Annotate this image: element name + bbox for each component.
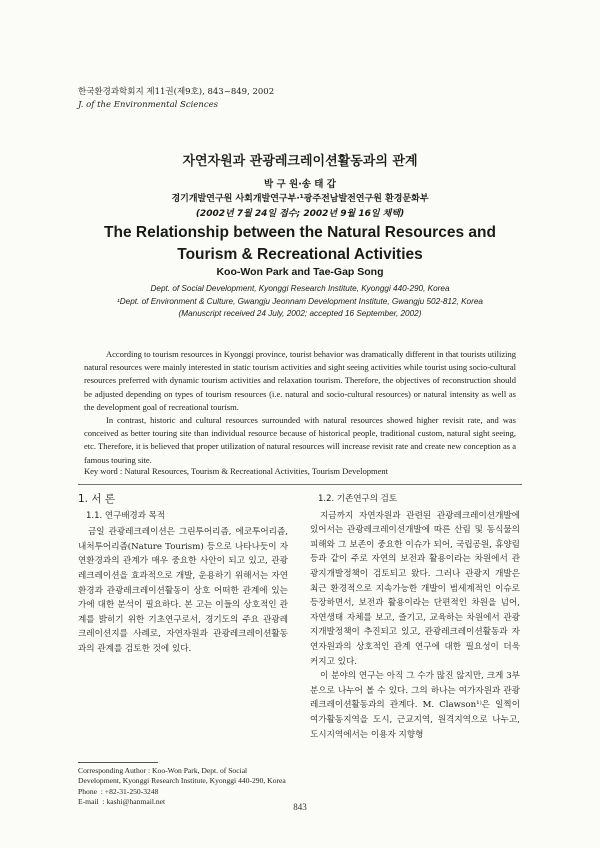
title-english <box>0 222 600 266</box>
affiliation-korean: 경기개발연구원 사회개발연구부·¹광주전남발전연구원 환경문화부 <box>171 194 429 204</box>
title-korean: 자연자원과 관광레크레이션활동과의 관계 <box>182 154 418 169</box>
authors-english: Koo-Won Park and Tae-Gap Song <box>216 266 384 278</box>
body-paragraph: 이 분야의 연구는 아직 그 수가 많진 않지만, 크게 3부분으로 나누어 볼 수 있다. 그의 하나는 여가자원과 관광레크레이션활동과의 관계다. M. Clawson¹⁾은 일찍이 여가활동지역을 도시, 근교지역, 원격지역으로 나누고, 도시지역에서는 이용자 지향형 <box>310 671 520 740</box>
section-divider <box>78 484 522 485</box>
abstract-paragraph-1: According to tourism resources in Kyonggi province, tourist behavior was dramatically different in that tourists utilizing natural resources were mainly interested in static tourism activities and sight seeing activities while tourist using socio-cultural resources preferred with dynamic tourism activities and relaxation tourism. Therefore, the objectives of reconstruction should be adjusted depending on types of tourism resources (i.e. natural and socio-cultural resources) or natural intensity as well as the development goal of recreational tourism. <box>84 349 516 412</box>
column-left <box>78 492 288 657</box>
title-english-line1: The Relationship between the Natural Resources and <box>104 224 496 241</box>
received-korean: (2002년 7월 24일 접수; 2002년 9월 16일 채택) <box>195 209 405 219</box>
body-paragraph: 금일 관광레크레이션은 그린투어리즘, 에코투어리즘, 내처투어리즘(Nature Tourism) 등으로 나타나듯이 자연환경과의 관계가 매우 중요한 사안이 되고 있고, 관광레크레이션을 효과적으로 개발, 운용하기 위해서는 자연환경과 관광레크레이션활동이 상호 어떠한 관계에 있는가에 대한 분석이 필요하다. 본 고는 이들의 상호적인 관계를 밝히기 위한 기초연구로서, 경기도의 주요 관광레크레이션지를 사례로, 자연자원과 관광레크레이션활동과의 관계를 검토한 것에 있다. <box>78 527 288 654</box>
footnote-rule <box>78 762 158 763</box>
section-heading-introduction: 1. 서 론 <box>78 493 115 505</box>
footnote-phone: Phone : +82-31-250-3248 <box>78 786 159 796</box>
affiliation-english <box>0 283 600 321</box>
subsection-heading-1-1: 1.1. 연구배경과 목적 <box>86 510 166 521</box>
journal-line-en: J. of the Environmental Sciences <box>78 100 219 110</box>
journal-header <box>78 86 274 112</box>
body-paragraph: 지금까지 자연자원과 관련된 관광레크레이션개발에 있어서는 관광레크레이션개발에 따른 산림 및 동식물의 피해와 그 보존이 중요한 이슈가 되어, 국립공원, 휴양림 등과 같이 주로 자연의 보전과 활용이라는 차원에서 관광지개발정책이 검토되고 왔다. 그러나 관광지 개발은 최근 환경적으로 지속가능한 개발이 범세계적인 이슈로 등장하면서, 보전과 활용이라는 단편적인 차원을 넘어, 자연생태 자체를 보고, 즐기고, 교육하는 차원에서 관광지개발정책이 추진되고 있고, 관광레크레이션활동과 자연자원과의 상호적인 관계 연구에 대한 필요성이 더욱 커지고 있다. <box>310 510 520 667</box>
journal-line-ko: 한국환경과학회지 제11권(제9호), 843~849, 2002 <box>78 87 275 97</box>
affiliation-english-line1: Dept. of Social Development, Kyonggi Research Institute, Kyonggi 440-290, Korea <box>150 284 450 293</box>
title-english-line2: Tourism & Recreational Activities <box>177 246 423 263</box>
page-number: 843 <box>293 802 307 812</box>
authors-korean: 박 구 원·송 태 갑 <box>264 179 336 190</box>
subsection-heading-1-2: 1.2. 기존연구의 검토 <box>318 494 398 504</box>
affiliation-english-line2: ¹Dept. of Environment & Culture, Gwangju Jeonnam Development Institute, Gwangju 502-812, Korea <box>117 296 483 306</box>
abstract <box>84 348 516 467</box>
footnote-email: E-mail : kashi@hanmail.net <box>78 797 166 807</box>
keywords: Key word : Natural Resources, Tourism & Recreational Activities, Tourism Development <box>84 466 388 476</box>
manuscript-dates: (Manuscript received 24 July, 2002; accepted 16 September, 2002) <box>178 309 422 318</box>
abstract-paragraph-2: In contrast, historic and cultural resources surrounded with natural resources showed higher revisit rate, and was conceived as better touring site than individual resource because of historical people, traditional custom, natural sight seeing, etc. Therefore, it is believed that proper utilization of natural resources will increase revisit rate and create new conception as a famous touring site. <box>84 415 516 465</box>
column-right <box>310 492 520 742</box>
footnote-author: Corresponding Author : Koo-Won Park, Dept. of Social Development, Kyonggi Research Institute, Kyonggi 440-290, Korea <box>78 766 286 786</box>
